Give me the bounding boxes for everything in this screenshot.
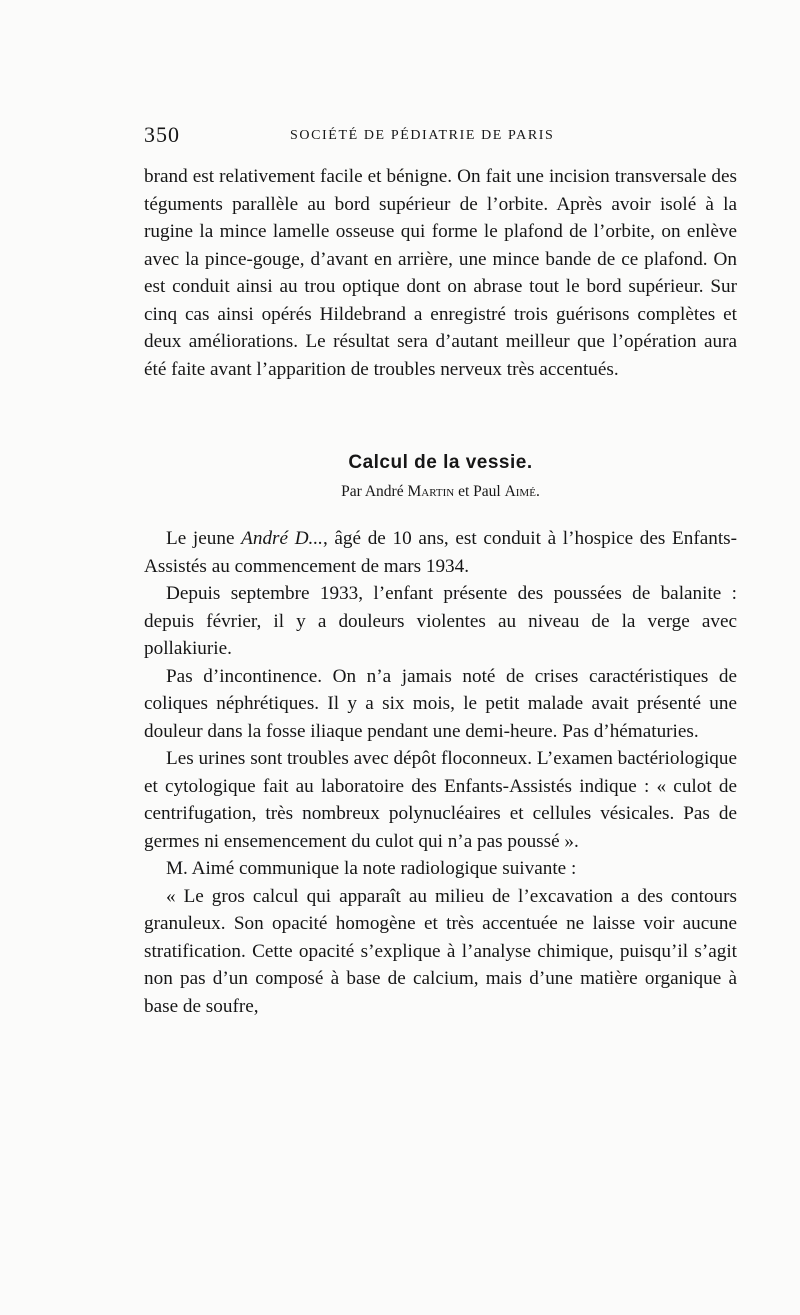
authors-joiner: et Paul: [458, 483, 501, 500]
paragraph-1: [144, 525, 737, 580]
author-1-surname: Martin: [407, 483, 455, 500]
article-authors: [144, 481, 737, 503]
paragraph-6: « Le gros calcul qui apparaît au milieu de l’excavation a des contours granuleux. Son opacité homogène et très accentuée ne laisse voir aucune stratification. Cette opacité s’explique à l’analyse chimique, puisqu’il s’agit non pas d’un composé à base de calcium, mais d’une matière organique à base de soufre,: [144, 885, 737, 1017]
p1-start: Le jeune: [166, 528, 235, 549]
running-head: SOCIÉTÉ DE PÉDIATRIE DE PARIS: [290, 128, 555, 143]
page-body: [144, 163, 737, 1020]
p1-patient-name: André D...: [241, 528, 323, 549]
paragraph-3: Pas d’incontinence. On n’a jamais noté de crises caractéristiques de coliques néphrétiques. Il y a six mois, le petit malade avait présenté une douleur dans la fosse iliaque pendant une demi-heure. Pas d’hématuries.: [144, 665, 737, 742]
p1-rest: , âgé de 10 ans, est conduit à l’hospice des Enfants-Assistés au commencement de mars 1934.: [144, 528, 738, 577]
paragraph-5: M. Aimé communique la note radiologique suivante :: [166, 858, 577, 879]
page-number: 350: [144, 122, 180, 147]
authors-prefix: Par André: [341, 483, 404, 500]
paragraph-4: Les urines sont troubles avec dépôt floconneux. L’examen bactériologique et cytologique fait au laboratoire des Enfants-Assistés indique : « culot de centrifugation, très nombreux polynucléaires et cellules vésicales. Pas de germes ni ensemencement du culot qui n’a pas poussé ».: [144, 748, 738, 852]
page-header: [144, 122, 740, 152]
authors-end: .: [535, 483, 540, 500]
author-2-surname: Aimé: [504, 483, 536, 500]
article-title: Calcul de la vessie.: [348, 452, 533, 473]
intro-paragraph: brand est relativement facile et bénigne. On fait une incision transversale des téguments parallèle au bord supérieur de l’orbite. Après avoir isolé à la rugine la mince lamelle osseuse qui forme le plafond de l’orbite, on enlève avec la pince-gouge, d’avant en arrière, une mince bande de ce plafond. On est conduit ainsi au trou optique dont on abrase tout le bord supérieur. Sur cinq cas ainsi opérés Hildebrand a enregistré trois guérisons complètes et deux améliorations. Le résultat sera d’autant meilleur que l’opération aura été faite avant l’apparition de troubles nerveux très accentués.: [144, 166, 737, 380]
paragraph-2: Depuis septembre 1933, l’enfant présente des poussées de balanite : depuis février, il y a douleurs violentes au niveau de la verge avec pollakiurie.: [144, 583, 737, 659]
